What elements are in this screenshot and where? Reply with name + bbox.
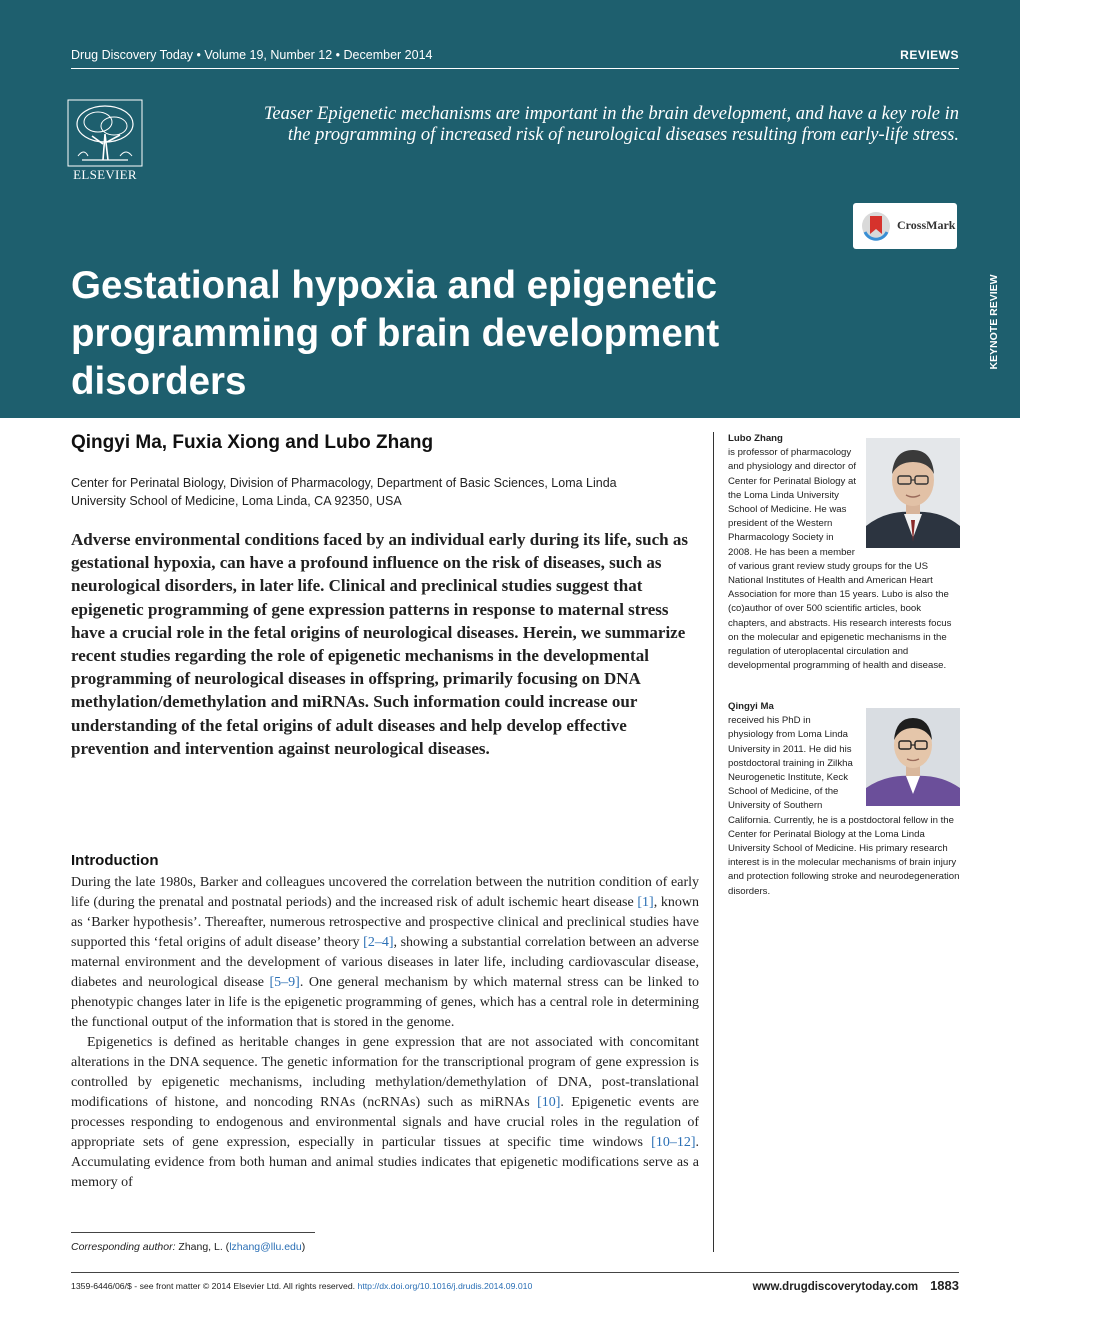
affiliation-line-1: Center for Perinatal Biology, Division of Pharmacology, Department of Basic Sciences, Loma Linda <box>71 476 617 490</box>
crossmark-badge[interactable] <box>853 203 957 249</box>
doi-link[interactable]: http://dx.doi.org/10.1016/j.drudis.2014.09.010 <box>357 1281 533 1291</box>
footnote-divider <box>71 1232 315 1233</box>
author-bio-lubo-zhang <box>728 432 960 673</box>
paragraph: During the late 1980s, Barker and colleagues uncovered the correlation between the nutrition condition of early life (during the prenatal and postnatal periods) and the increased risk of adult ischemic heart disease [1], known as ‘Barker hypothesis’. Thereafter, numerous retrospective and prospective clinical and preclinical studies have supported this ‘fetal origins of adult disease’ theory [2–4], showing a substantial correlation between an adverse maternal environment and the development of various diseases in later life, including cardiovascular disease, diabetes and neurological disease [5–9]. One general mechanism by which maternal stress can be linked to phenotypic changes later in life is the epigenetic programming of genes, which has a central role in determining the functional output of the information that is stored in the genome. <box>71 875 699 1030</box>
footnote-label: Corresponding author: <box>71 1241 176 1253</box>
column-divider <box>713 432 714 1252</box>
citation-link[interactable]: [10] <box>537 1095 561 1110</box>
abstract: Adverse environmental conditions faced by an individual early during its life, such as gestational hypoxia, can have a profound influence on the risk of diseases, such as neurological disorders, in later life. Clinical and preclinical studies suggest that epigenetic programming of gene expression patterns in response to maternal stress have a crucial role in the fetal origins of neurological diseases. Herein, we summarize recent studies regarding the role of epigenetic mechanisms in the developmental programming of neurological diseases in offspring, primarily focusing on DNA methylation/demethylation and miRNAs. Such information could increase our understanding of the fetal origins of adult diseases and help develop effective prevention and intervention against neurological diseases. <box>71 530 688 758</box>
citation-link[interactable]: [10–12] <box>651 1135 696 1150</box>
bio-name: Qingyi Ma <box>728 701 774 712</box>
crossmark-label: CrossMark <box>897 218 956 232</box>
author-list: Qingyi Ma, Fuxia Xiong and Lubo Zhang <box>71 432 434 453</box>
side-tab <box>986 240 1093 405</box>
corresponding-author-footnote: Corresponding author: Zhang, L. (lzhang@llu.edu) <box>71 1241 306 1253</box>
teaser-text: Teaser Epigenetic mechanisms are important in the brain development, and have a key role in the programming of increased risk of neurological diseases resulting from early-life stress. <box>263 104 959 145</box>
article-title: Gestational hypoxia and epigenetic programming of brain development disorders <box>71 264 720 403</box>
journal-header: Drug Discovery Today • Volume 19, Number 12 • December 2014 <box>71 48 433 62</box>
elsevier-wordmark: ELSEVIER <box>73 167 137 182</box>
header-divider <box>71 68 959 69</box>
copyright-line: 1359-6446/06/$ - see front matter © 2014 Elsevier Ltd. All rights reserved. http://dx.doi.org/10.1016/j.drudis.2014.09.010 <box>71 1281 533 1291</box>
introduction-body <box>71 873 699 1193</box>
crossmark-icon <box>861 210 891 242</box>
author-bio-qingyi-ma <box>728 700 960 899</box>
page-number: 1883 <box>930 1278 959 1293</box>
bio-name: Lubo Zhang <box>728 433 783 444</box>
citation-link[interactable]: [1] <box>637 895 654 910</box>
citation-link[interactable]: [5–9] <box>269 975 300 990</box>
section-heading-introduction: Introduction <box>71 852 159 869</box>
bio-text: received his PhD in physiology from Loma Linda University in 2011. He did his postdoctoral training in Zilkha Neurogenetic Institute, Keck School of Medicine, of the University of Southern California. Currently, he is a postdoctoral fellow in the Center for Perinatal Biology at the Loma Linda University School of Medicine. His primary research interest is in the molecular mechanisms of brain injury and protection following stroke and neurodegeneration disorders. <box>728 715 960 897</box>
email-link[interactable]: lzhang@llu.edu <box>229 1241 302 1253</box>
journal-website-link[interactable]: www.drugdiscoverytoday.com <box>752 1281 919 1293</box>
bio-text: is professor of pharmacology and physiology and director of Center for Perinatal Biology at the Loma Linda University School of Medicine. He was president of the Western Pharmacology Society in 2008. He has been a member of various grant review study groups for the US National Institutes of Health and American Heart Association for more than 15 years. Lubo is also the (co)author of over 500 scientific articles, book chapters, and abstracts. His research interests focus on the molecular and epigenetic mechanisms in the regulation of uteroplacental circulation and developmental programming of health and disease. <box>728 447 952 672</box>
author-photo <box>866 708 960 806</box>
side-tab-label: KEYNOTE REVIEW <box>988 274 1000 370</box>
affiliation-line-2: University School of Medicine, Loma Linda, CA 92350, USA <box>71 494 402 508</box>
author-photo <box>866 438 960 548</box>
section-label: REVIEWS <box>900 48 959 62</box>
footer-right <box>753 1278 959 1293</box>
affiliation <box>71 474 671 510</box>
paragraph: Epigenetics is defined as heritable changes in gene expression that are not associated with concomitant alterations in the DNA sequence. The genetic information for the transcriptional program of gene expression is controlled by epigenetic mechanisms, including methylation/demethylation of DNA, post-translational modifications of histone, and noncoding RNAs (ncRNAs) such as miRNAs [10]. Epigenetic events are processes responding to endogenous and environmental signals and have crucial roles in the regulation of appropriate sets of gene expression, especially in particular tissues at specific time windows [10–12]. Accumulating evidence from both human and animal studies indicates that epigenetic modifications serve as a memory of <box>71 1035 699 1190</box>
side-tab-prefix: Reviews • <box>1046 355 1093 368</box>
footer-divider <box>71 1272 959 1273</box>
citation-link[interactable]: [2–4] <box>363 935 394 950</box>
